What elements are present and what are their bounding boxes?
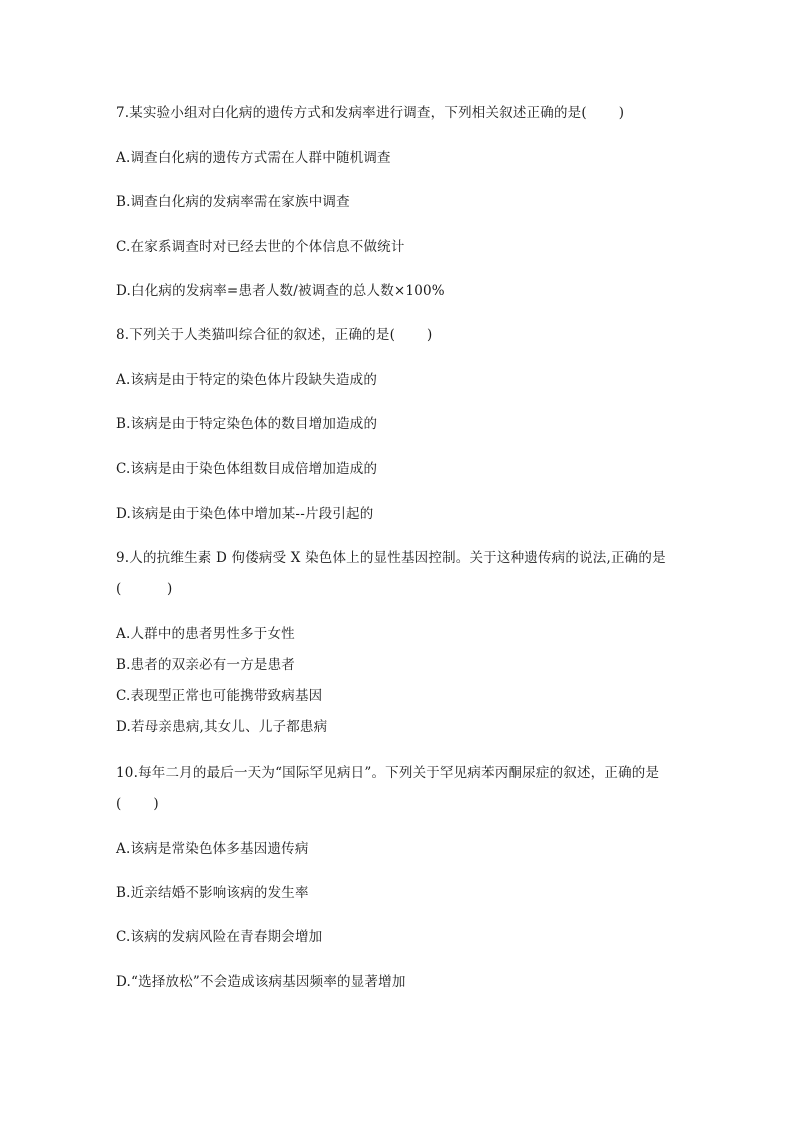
question-10-option-d: D.“选择放松”不会造成该病基因频率的显著增加 (116, 974, 406, 990)
question-9-option-b: B.患者的双亲必有一方是患者 (116, 657, 296, 673)
question-9-option-c: C.表现型正常也可能携带致病基因 (116, 688, 323, 704)
question-8-option-c: C.该病是由于染色体组数目成倍增加造成的 (116, 461, 378, 477)
question-7-option-c: C.在家系调查时对已经去世的个体信息不做统计 (116, 239, 405, 255)
question-8-option-d: D.该病是由于染色体中增加某--片段引起的 (116, 506, 374, 522)
question-9-option-d: D.若母亲患病,其女儿、儿子都患病 (116, 719, 328, 735)
question-9-stem: 9.人的抗维生素 D 佝偻病受 X 染色体上的显性基因控制。关于这种遗传病的说法,正确的是 (116, 550, 666, 566)
question-10-option-a: A.该病是常染色体多基因遗传病 (116, 841, 309, 857)
question-10-stem: 10.每年二月的最后一天为“国际罕见病日”。下列关于罕见病苯丙酮尿症的叙述，正确的是 (116, 765, 660, 781)
question-8-stem: 8.下列关于人类猫叫综合征的叙述，正确的是( ) (116, 327, 433, 343)
question-9-stem-continuation: ( ) (116, 581, 173, 597)
question-7-option-d: D.白化病的发病率=患者人数/被调查的总人数×100% (116, 283, 445, 299)
question-10-option-b: B.近亲结婚不影响该病的发生率 (116, 885, 309, 901)
question-7-option-b: B.调查白化病的发病率需在家族中调查 (116, 194, 350, 210)
question-7-option-a: A.调查白化病的遗传方式需在人群中随机调查 (116, 150, 391, 166)
question-7-stem: 7.某实验小组对白化病的遗传方式和发病率进行调查，下列相关叙述正确的是( ) (116, 105, 625, 121)
question-10-option-c: C.该病的发病风险在青春期会增加 (116, 929, 323, 945)
question-9-option-a: A.人群中的患者男性多于女性 (116, 626, 295, 642)
question-8-option-a: A.该病是由于特定的染色体片段缺失造成的 (116, 372, 378, 388)
question-8-option-b: B.该病是由于特定染色体的数目增加造成的 (116, 416, 378, 432)
question-10-stem-continuation: ( ) (116, 796, 159, 812)
